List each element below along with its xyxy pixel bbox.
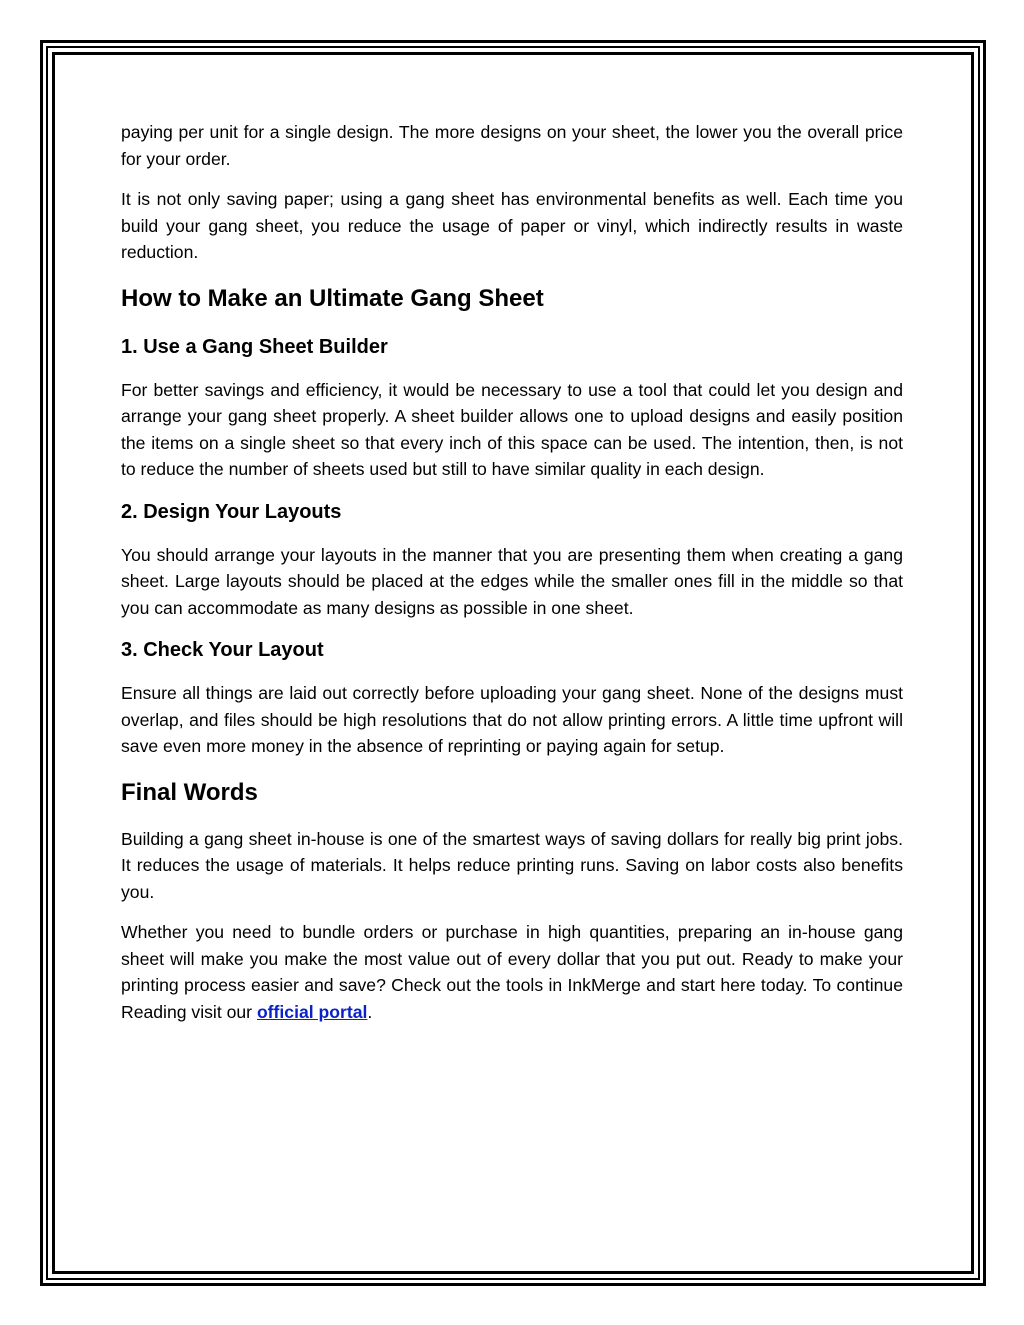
- environment-paragraph: It is not only saving paper; using a gang sheet has environmental benefits as well. Each time you build your gang sheet, you reduce the usage of paper or vinyl, which indirectly results in waste reduction.: [121, 189, 903, 262]
- final-paragraph-2: [121, 919, 903, 1025]
- step-3-heading: 3. Check Your Layout: [121, 639, 324, 661]
- step-1-body: For better savings and efficiency, it would be necessary to use a tool that could let you design and arrange your gang sheet properly. A sheet builder allows one to upload designs and easily position the items on a single sheet so that every inch of this space can be used. The intention, then, is not to reduce the number of sheets used but still to have similar quality in each design.: [121, 379, 903, 479]
- step-2-body: You should arrange your layouts in the manner that you are presenting them when creating a gang sheet. Large layouts should be placed at the edges while the smaller ones fill in the middle so that you can accommodate as many designs as possible in one sheet.: [121, 544, 903, 618]
- official-portal-link[interactable]: official portal: [256, 1001, 368, 1022]
- step-1-heading: 1. Use a Gang Sheet Builder: [121, 335, 388, 358]
- how-to-heading: How to Make an Ultimate Gang Sheet: [121, 284, 544, 312]
- final-paragraph-2-text: Whether you need to bundle orders or purchase in high quantities, preparing an in-house gang sheet will make you make the most value out of every dollar that you put out. Ready to make your printing process easier and save? Check out the tools in InkMerge and start here today. To continue Reading visit our: [121, 922, 903, 1022]
- step-2-heading: 2. Design Your Layouts: [121, 500, 342, 523]
- intro-continuation-paragraph: paying per unit for a single design. The more designs on your sheet, the lower you the overall price for your order.: [121, 122, 903, 169]
- final-words-heading: Final Words: [121, 778, 258, 806]
- final-paragraph-2-end: .: [367, 1001, 373, 1022]
- document-content: [121, 119, 903, 1025]
- step-3-body: Ensure all things are laid out correctly before uploading your gang sheet. None of the designs must overlap, and files should be high resolutions that do not allow printing errors. A little time upfront will save even more money in the absence of reprinting or paying again for setup.: [121, 683, 903, 756]
- final-paragraph-1: Building a gang sheet in-house is one of the smartest ways of saving dollars for really big print jobs. It reduces the usage of materials. It helps reduce printing runs. Saving on labor costs also benefits you.: [121, 828, 903, 902]
